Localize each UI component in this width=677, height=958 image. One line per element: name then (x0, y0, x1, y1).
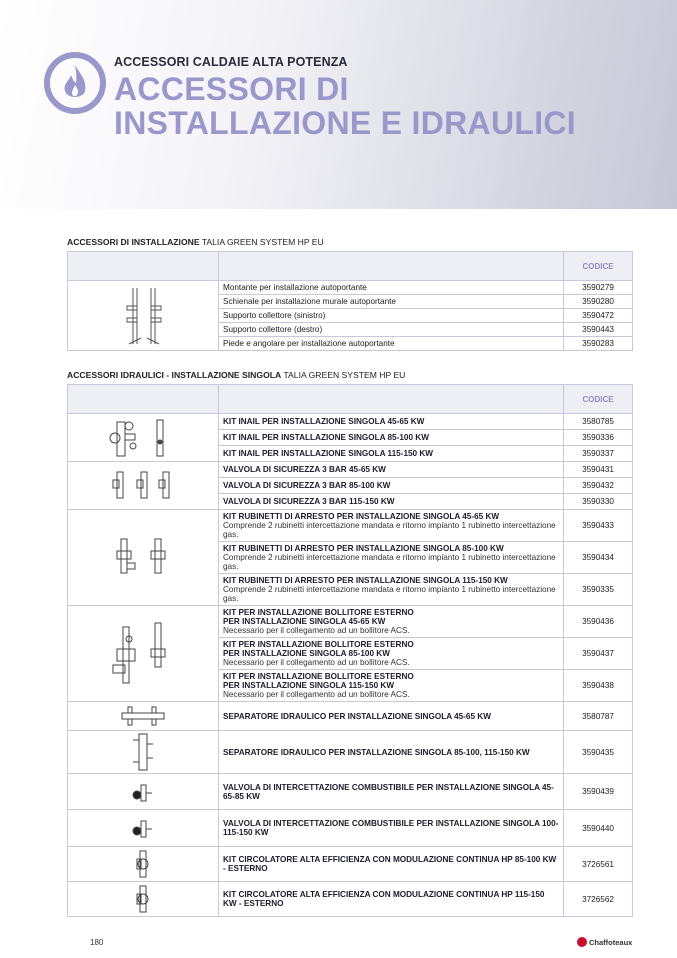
row-code: 3590443 (564, 323, 633, 337)
row-desc: Montante per installazione autoportante (219, 281, 564, 295)
circulator-illustration (128, 849, 158, 879)
section-title-bold: ACCESSORI DI INSTALLAZIONE (67, 237, 200, 247)
row-desc (219, 638, 564, 670)
table-row (68, 510, 633, 542)
page-title-line2: INSTALLAZIONE E IDRAULICI (114, 105, 576, 141)
inail-kit-illustration (103, 416, 183, 460)
row-code: 3726561 (564, 847, 633, 882)
row-subtext: Necessario per il collegamento ad un bollitore ACS. (223, 690, 410, 699)
section-title-rest: TALIA GREEN SYSTEM HP EU (199, 237, 324, 247)
inail-kit-image (68, 414, 219, 462)
fuel-valve-illustration (128, 777, 158, 807)
row-title: KIT PER INSTALLAZIONE BOLLITORE ESTERNO (223, 640, 414, 649)
row-subtext: Comprende 2 rubinetti intercettazione mandata e ritorno impianto 1 rubinetto intercettazione gas. (223, 521, 556, 539)
fuel-valve-image (68, 810, 219, 847)
row-desc: VALVOLA DI SICUREZZA 3 BAR 45-65 KW (219, 462, 564, 478)
page-number: 180 (90, 938, 104, 947)
brand-logo (577, 936, 632, 948)
section-hydraulic-title (67, 370, 405, 380)
row-desc: VALVOLA DI INTERCETTAZIONE COMBUSTIBILE PER INSTALLAZIONE SINGOLA 45-65-85 KW (219, 774, 564, 810)
circulator-image (68, 847, 219, 882)
row-code: 3590431 (564, 462, 633, 478)
header-cell-code: CODICE (564, 385, 633, 414)
table-row (68, 882, 633, 917)
row-code: 3590433 (564, 510, 633, 542)
header-banner (0, 0, 677, 209)
installation-table (67, 251, 633, 351)
row-code: 3580787 (564, 702, 633, 731)
row-code: 3590439 (564, 774, 633, 810)
page-title (114, 72, 576, 140)
row-code: 3590437 (564, 638, 633, 670)
row-desc: Supporto collettore (sinistro) (219, 309, 564, 323)
row-desc (219, 574, 564, 606)
row-code: 3590432 (564, 478, 633, 494)
table-row (68, 281, 633, 295)
row-code: 3590283 (564, 337, 633, 351)
row-title: KIT PER INSTALLAZIONE BOLLITORE ESTERNO (223, 608, 414, 617)
brand-name: Chaffoteaux (589, 937, 633, 947)
row-subtext: Necessario per il collegamento ad un bollitore ACS. (223, 626, 410, 635)
table-row (68, 606, 633, 638)
row-title: KIT RUBINETTI DI ARRESTO PER INSTALLAZIONE SINGOLA 115-150 KW (223, 576, 508, 585)
row-desc: KIT INAIL PER INSTALLAZIONE SINGOLA 45-65 KW (219, 414, 564, 430)
row-code: 3590335 (564, 574, 633, 606)
section-installation-title (67, 237, 324, 247)
separator-small-illustration (118, 705, 168, 727)
tank-kit-image (68, 606, 219, 702)
header-cell-desc (219, 252, 564, 281)
row-desc: KIT INAIL PER INSTALLAZIONE SINGOLA 85-100 KW (219, 430, 564, 446)
separator-small-image (68, 702, 219, 731)
row-desc: VALVOLA DI SICUREZZA 3 BAR 115-150 KW (219, 494, 564, 510)
row-desc: SEPARATORE IDRAULICO PER INSTALLAZIONE SINGOLA 45-65 KW (219, 702, 564, 731)
row-subtext: Necessario per il collegamento ad un bollitore ACS. (223, 658, 410, 667)
row-desc: VALVOLA DI INTERCETTAZIONE COMBUSTIBILE PER INSTALLAZIONE SINGOLA 100-115-150 KW (219, 810, 564, 847)
row-title: KIT PER INSTALLAZIONE BOLLITORE ESTERNO (223, 672, 414, 681)
row-code: 3726562 (564, 882, 633, 917)
table-header-row (68, 252, 633, 281)
row-code: 3590280 (564, 295, 633, 309)
table-row (68, 774, 633, 810)
circulator-image (68, 882, 219, 917)
brand-mark-icon (577, 937, 587, 947)
row-desc (219, 510, 564, 542)
table-header-row (68, 385, 633, 414)
frame-illustration (113, 284, 173, 348)
row-code: 3590436 (564, 606, 633, 638)
shutoff-valves-image (68, 510, 219, 606)
separator-large-illustration (128, 732, 158, 772)
row-title-line2: PER INSTALLAZIONE SINGOLA 115-150 KW (223, 681, 395, 690)
header-cell-code: CODICE (564, 252, 633, 281)
row-desc: Supporto collettore (destro) (219, 323, 564, 337)
row-code: 3590435 (564, 731, 633, 774)
table-row (68, 462, 633, 478)
row-desc (219, 606, 564, 638)
section-title-rest: TALIA GREEN SYSTEM HP EU (281, 370, 406, 380)
row-code: 3590472 (564, 309, 633, 323)
table-row (68, 847, 633, 882)
row-code: 3590337 (564, 446, 633, 462)
row-subtext: Comprende 2 rubinetti intercettazione mandata e ritorno impianto 1 rubinetto intercettazione gas. (223, 585, 556, 603)
safety-valve-illustration (103, 466, 183, 506)
row-code: 3590440 (564, 810, 633, 847)
row-subtext: Comprende 2 rubinetti intercettazione mandata e ritorno impianto 1 rubinetto intercettazione gas. (223, 553, 556, 571)
table-row (68, 731, 633, 774)
fuel-valve-image (68, 774, 219, 810)
separator-large-image (68, 731, 219, 774)
row-code: 3580785 (564, 414, 633, 430)
row-code: 3590330 (564, 494, 633, 510)
flame-icon (43, 51, 107, 115)
section-title-bold: ACCESSORI IDRAULICI - INSTALLAZIONE SINGOLA (67, 370, 282, 380)
row-title-line2: PER INSTALLAZIONE SINGOLA 45-65 KW (223, 617, 386, 626)
row-desc: KIT INAIL PER INSTALLAZIONE SINGOLA 115-150 KW (219, 446, 564, 462)
header-cell-image (68, 385, 219, 414)
table-row (68, 414, 633, 430)
row-code: 3590434 (564, 542, 633, 574)
row-title: KIT RUBINETTI DI ARRESTO PER INSTALLAZIONE SINGOLA 45-65 KW (223, 512, 500, 521)
header-cell-image (68, 252, 219, 281)
tank-kit-illustration (103, 619, 183, 689)
row-desc: SEPARATORE IDRAULICO PER INSTALLAZIONE SINGOLA 85-100, 115-150 KW (219, 731, 564, 774)
hydraulic-table (67, 384, 633, 917)
header-cell-desc (219, 385, 564, 414)
row-code: 3590279 (564, 281, 633, 295)
row-desc: Piede e angolare per installazione autoportante (219, 337, 564, 351)
safety-valve-image (68, 462, 219, 510)
page-supertitle: ACCESSORI CALDAIE ALTA POTENZA (114, 55, 348, 69)
row-desc: KIT CIRCOLATORE ALTA EFFICIENZA CON MODULAZIONE CONTINUA HP 85-100 KW - ESTERNO (219, 847, 564, 882)
row-code: 3590336 (564, 430, 633, 446)
row-desc: VALVOLA DI SICUREZZA 3 BAR 85-100 KW (219, 478, 564, 494)
table-row (68, 810, 633, 847)
row-desc: KIT CIRCOLATORE ALTA EFFICIENZA CON MODULAZIONE CONTINUA HP 115-150 KW - ESTERNO (219, 882, 564, 917)
row-title-line2: PER INSTALLAZIONE SINGOLA 85-100 KW (223, 649, 390, 658)
row-code: 3590438 (564, 670, 633, 702)
row-desc (219, 670, 564, 702)
row-desc (219, 542, 564, 574)
fuel-valve-illustration (128, 813, 158, 843)
circulator-illustration (128, 884, 158, 914)
shutoff-valves-illustration (103, 533, 183, 583)
row-desc: Schienale per installazione murale autoportante (219, 295, 564, 309)
table-row (68, 702, 633, 731)
installation-frame-image (68, 281, 219, 351)
row-title: KIT RUBINETTI DI ARRESTO PER INSTALLAZIONE SINGOLA 85-100 KW (223, 544, 504, 553)
page-title-line1: ACCESSORI DI (114, 71, 349, 107)
